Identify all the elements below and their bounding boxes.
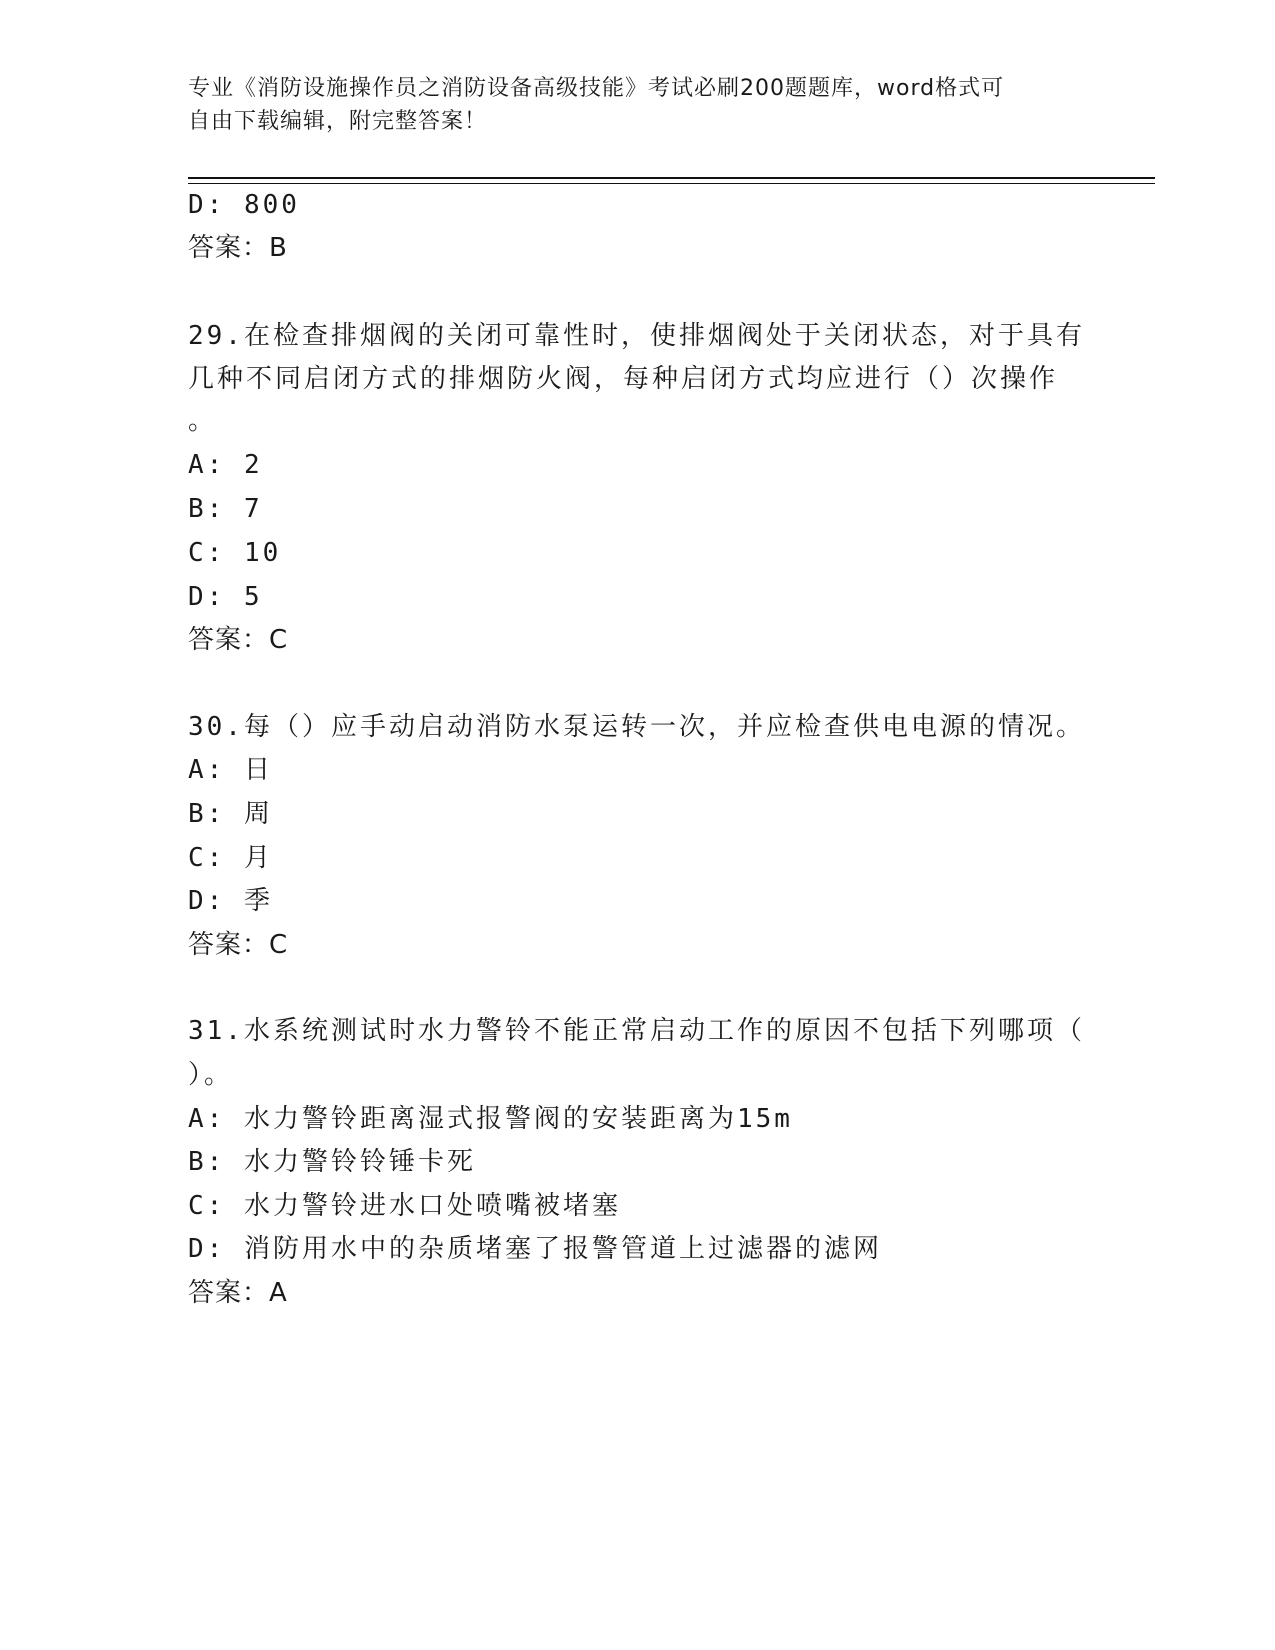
q29-text-line-2: 几种不同启闭方式的排烟防火阀，每种启闭方式均应进行（）次操作 [188,364,1059,394]
q29-text-line-1: 29.在检查排烟阀的关闭可靠性时，使排烟阀处于关闭状态，对于具有 [188,321,1085,351]
q31-option-c: C: 水力警铃进水口处喷嘴被堵塞 [188,1191,621,1221]
q31-option-b: B: 水力警铃铃锤卡死 [188,1147,476,1177]
q31-text-line-2: ）。 [188,1060,234,1090]
header-rule-thin [188,183,1155,184]
q31-option-a: A: 水力警铃距离湿式报警阀的安装距离为15m [188,1104,793,1134]
q29-option-a: A: 2 [188,450,263,480]
q31-answer: 答案：A [188,1278,288,1308]
q29-option-d: D: 5 [188,582,263,612]
q31-option-d: D: 消防用水中的杂质堵塞了报警管道上过滤器的滤网 [188,1234,882,1264]
q30-option-d: D: 季 [188,886,273,916]
q28-option-d: D: 800 [188,190,300,220]
q29-option-c: C: 10 [188,538,282,568]
header-line-2: 自由下载编辑，附完整答案！ [188,109,488,134]
document-header [188,72,1068,138]
header-rule-thick [188,177,1155,179]
q30-option-a: A: 日 [188,755,273,785]
q30-option-c: C: 月 [188,843,273,873]
q30-answer: 答案：C [188,930,289,960]
header-line-1: 专业《消防设施操作员之消防设备高级技能》考试必刷200题题库，word格式可 [188,76,1005,101]
q30-text-line-1: 30.每（）应手动启动消防水泵运转一次，并应检查供电电源的情况。 [188,712,1085,742]
q28-answer: 答案：B [188,233,288,263]
q31-text-line-1: 31.水系统测试时水力警铃不能正常启动工作的原因不包括下列哪项（ [188,1016,1085,1046]
q29-text-line-3: 。 [188,406,218,436]
q30-option-b: B: 周 [188,799,273,829]
q29-answer: 答案：C [188,625,289,655]
q29-option-b: B: 7 [188,494,263,524]
